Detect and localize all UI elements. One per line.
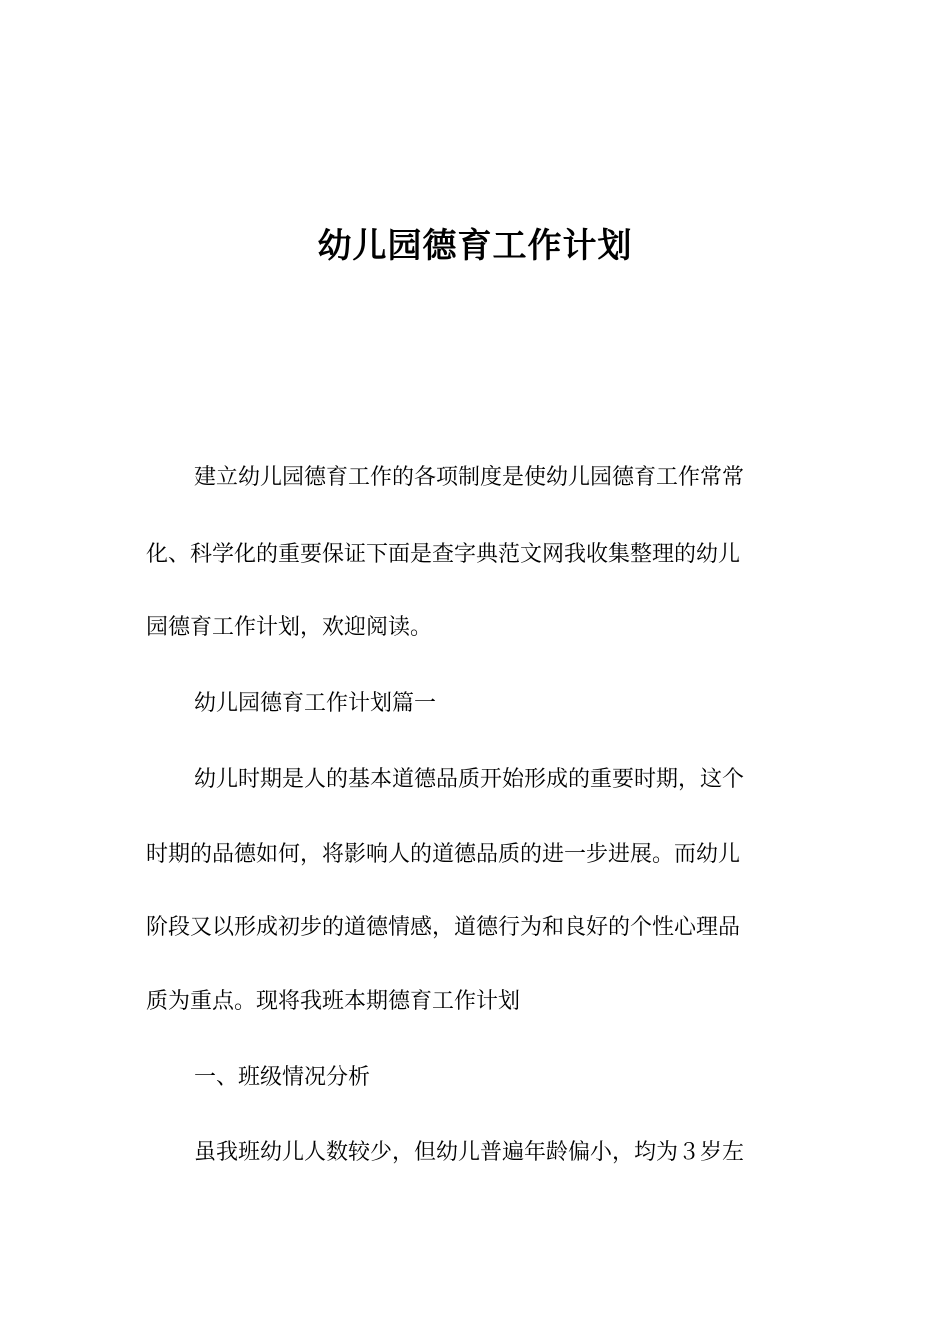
paragraph-line: 质为重点。现将我班本期德育工作计划	[146, 989, 521, 1014]
section-heading: 幼儿园德育工作计划篇一	[194, 691, 437, 716]
paragraph-line: 化、科学化的重要保证下面是查字典范文网我收集整理的幼儿	[146, 542, 741, 567]
paragraph-line: 阶段又以形成初步的道德情感，道德行为和良好的个性心理品	[146, 915, 741, 940]
document-title: 幼儿园德育工作计划	[317, 226, 633, 266]
paragraph-line: 时期的品德如何，将影响人的道德品质的进一步进展。而幼儿	[146, 842, 741, 867]
paragraph-line: 建立幼儿园德育工作的各项制度是使幼儿园德育工作常常	[194, 465, 745, 490]
paragraph-line: 园德育工作计划，欢迎阅读。	[146, 615, 433, 640]
section-heading: 一、班级情况分析	[194, 1065, 371, 1090]
paragraph-line: 虽我班幼儿人数较少，但幼儿普遍年龄偏小，均为３岁左	[194, 1140, 745, 1165]
paragraph-line: 幼儿时期是人的基本道德品质开始形成的重要时期，这个	[194, 767, 745, 792]
